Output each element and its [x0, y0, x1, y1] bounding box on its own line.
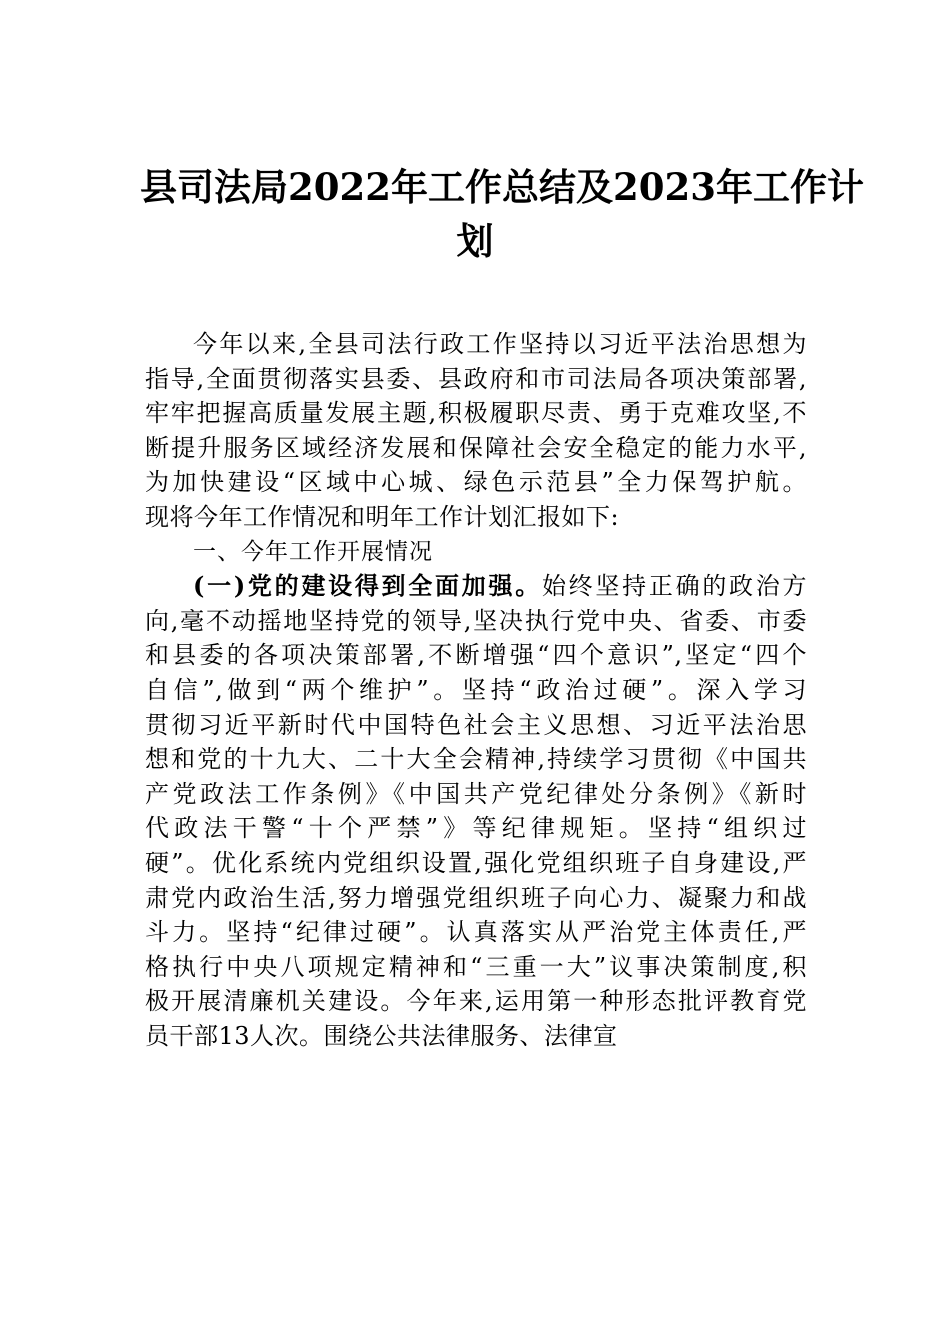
paragraph-line: 贯彻习近平新时代中国特色社会主义思想、习近平法治思 [145, 710, 807, 739]
paragraph-line: 格执行中央八项规定精神和“三重一大”议事决策制度,积 [145, 952, 807, 981]
document-title [140, 160, 864, 268]
paragraph-line: 和县委的各项决策部署,不断增强“四个意识”,坚定“四个 [145, 641, 807, 670]
paragraph-line: 极开展清廉机关建设。今年来,运用第一种形态批评教育党 [145, 987, 807, 1016]
subsection-lead-rest: 始终坚持正确的政治方 [541, 572, 808, 601]
paragraph-line: 代政法干警“十个严禁”》等纪律规矩。坚持“组织过 [145, 814, 807, 843]
paragraph-line: 指导,全面贯彻落实县委、县政府和市司法局各项决策部署, [145, 364, 807, 393]
paragraph-line: 断提升服务区域经济发展和保障社会安全稳定的能力水平, [145, 433, 807, 462]
title-line-2: 划 [456, 219, 494, 263]
paragraph-line: 斗力。坚持“纪律过硬”。认真落实从严治党主体责任,严 [145, 918, 807, 947]
paragraph-line: 硬”。优化系统内党组织设置,强化党组织班子自身建设,严 [145, 848, 807, 877]
paragraph-line: 产党政法工作条例》《中国共产党纪律处分条例》《新时 [145, 779, 807, 808]
paragraph-line: 想和党的十九大、二十大全会精神,持续学习贯彻《中国共 [145, 745, 807, 774]
paragraph-line: 员干部13人次。围绕公共法律服务、法律宣 [145, 1021, 618, 1050]
section-heading [145, 535, 807, 570]
paragraph-line: 现将今年工作情况和明年工作计划汇报如下: [145, 502, 620, 531]
paragraph-line: 肃党内政治生活,努力增强党组织班子向心力、凝聚力和战 [145, 883, 807, 912]
subsection-lead: (一)党的建设得到全面加强。 [193, 571, 542, 601]
document-body [145, 327, 807, 1053]
paragraph-line: 自信”,做到“两个维护”。坚持“政治过硬”。深入学习 [145, 675, 807, 704]
paragraph-line: 牢牢把握高质量发展主题,积极履职尽责、勇于克难攻坚,不 [145, 399, 807, 428]
section-heading-text: 一、今年工作开展情况 [193, 538, 433, 565]
paragraph-line [145, 569, 807, 604]
paragraph-line: 今年以来,全县司法行政工作坚持以习近平法治思想为 [193, 330, 807, 358]
paragraph-line: 为加快建设“区域中心城、绿色示范县”全力保驾护航。 [145, 468, 807, 497]
intro-paragraph [145, 327, 807, 535]
title-line-1: 县司法局2022年工作总结及2023年工作计 [140, 165, 864, 209]
section-1-paragraph [145, 569, 807, 1053]
paragraph-line: 向,毫不动摇地坚持党的领导,坚决执行党中央、省委、市委 [145, 606, 807, 635]
